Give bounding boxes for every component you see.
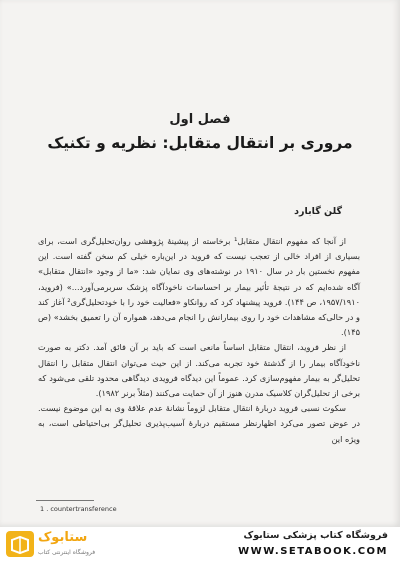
footnote-divider: [36, 500, 94, 501]
author-name: گلن گابارد: [294, 206, 342, 217]
paragraph-2: از نظر فروید، انتقال متقابل اساساً مانعی است که باید بر آن فائق آمد. دکتر به صورت ناخودآگاه بیمار را از گذشتهٔ خود تجربه می‌کند. از این حیث می‌توان انتقال متقابل را انتقال تحلیل‌گر به بیمار مفهوم‌سازی کرد. عموماً این دیدگاه فرویدی دیدگاهی محدود تلقی می‌شود که برخی از تحلیل‌گران کلاسیک مدرن هنوز از آن حمایت می‌کنند (مثلاً برنر ۱۹۸۲).: [38, 342, 360, 399]
store-logo[interactable]: [6, 529, 102, 561]
store-url-link[interactable]: WWW.SETABOOK.COM: [238, 546, 388, 557]
chapter-title: مروری بر انتقال متقابل: نظریه و تکنیک: [47, 134, 353, 152]
chapter-label: فصل اول: [169, 112, 231, 127]
logo-brand: ستابوک: [38, 530, 88, 545]
body-text: [38, 234, 360, 447]
book-logo-icon: [6, 531, 34, 557]
store-name: فروشگاه کتاب پزشکی ستابوک: [243, 530, 388, 541]
paragraph-1: از آنجا که مفهوم انتقال متقابل¹ برخاسته از پیشینهٔ پژوهشی روان‌تحلیل‌گری است، برای بسیاری از افراد خالی از تعجب نیست که فروید در این‌باره خیلی کم سخن گفته است. این مفهوم نخستین بار در سال ۱۹۱۰ در نوشته‌های وی نمایان شد: «ما از وجود «انتقال متقابل» آگاه شده‌ایم که در نتیجهٔ تأثیر بیمار بر احساسات ناخودآگاه پزشک سربرمی‌آورد...» (فروید، ۱۹۵۷/۱۹۱۰، ص ۱۴۴). فروید پیشنهاد کرد که روانکاو «فعالیت خود را با خودتحلیل‌گری² آغاز کند و در حالی‌که مشاهدات خود را روی بیمارانش را انجام می‌دهد، همواره آن را تعمیق بخشد» (ص ۱۴۵).: [38, 236, 360, 338]
logo-tagline: فروشگاه اینترنتی کتاب: [38, 549, 96, 556]
footnote: 1 . countertransference: [40, 505, 117, 513]
paragraph-3: سکوت نسبی فروید دربارهٔ انتقال متقابل لزوماً نشانهٔ عدم علاقهٔ وی به این موضوع نیست. در عوض تصور می‌کرد اظهارنظر مستقیم دربارهٔ آسیب‌پذیری تحلیل‌گر بی‌احتیاطی است، به ویژه این: [38, 403, 360, 444]
